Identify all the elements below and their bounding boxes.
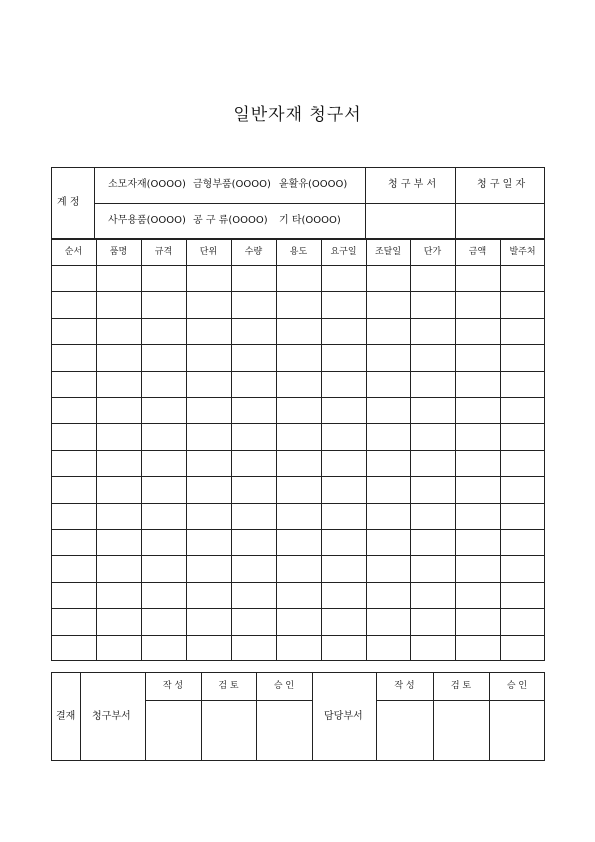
table-row[interactable] (51, 265, 545, 291)
table-row[interactable] (51, 291, 545, 317)
right-step-review: 검 토 (450, 681, 472, 691)
column-header: 요구일 (330, 247, 357, 257)
left-step-approve: 승 인 (273, 681, 295, 691)
left-step-review: 검 토 (218, 681, 239, 691)
table-row[interactable] (51, 582, 545, 608)
request-dept-label: 청 구 부 서 (388, 179, 437, 190)
column-header: 금액 (468, 247, 487, 257)
right-step-write: 작 성 (394, 681, 415, 691)
table-row[interactable] (51, 555, 545, 581)
left-step-write: 작 성 (162, 681, 184, 691)
table-row[interactable] (51, 450, 545, 476)
table-row[interactable] (51, 529, 545, 555)
category-other: 기 타(OOOO) (279, 215, 341, 226)
right-step-approve: 승 인 (506, 681, 528, 691)
column-header: 수량 (244, 247, 263, 257)
table-row[interactable] (51, 318, 545, 344)
column-header: 발주처 (509, 247, 536, 257)
column-header: 단가 (423, 247, 442, 257)
column-header: 순서 (64, 247, 83, 257)
approval-handling-dept: 담당부서 (324, 711, 363, 722)
table-row[interactable] (51, 476, 545, 502)
approval-label: 결재 (56, 711, 76, 722)
table-row[interactable] (51, 423, 545, 449)
column-header: 용도 (289, 247, 308, 257)
column-header: 단위 (199, 247, 218, 257)
table-row[interactable] (51, 503, 545, 529)
category-consumables: 소모자재(OOOO) (108, 179, 186, 190)
category-tools: 공 구 류(OOOO) (193, 215, 268, 226)
table-row[interactable] (51, 371, 545, 397)
table-row[interactable] (51, 344, 545, 370)
column-header: 조달일 (374, 247, 402, 257)
column-header: 품명 (109, 247, 128, 257)
account-label: 계 정 (57, 197, 80, 208)
category-lubricant: 윤활유(OOOO) (279, 179, 348, 190)
approval-request-dept: 청구부서 (92, 711, 131, 722)
table-row[interactable] (51, 635, 545, 661)
table-row[interactable] (51, 397, 545, 423)
category-mold-parts: 금형부품(OOOO) (193, 179, 271, 190)
document-title: 일반자재 청구서 (233, 105, 362, 125)
request-date-label: 청 구 일 자 (477, 179, 526, 190)
category-office-supplies: 사무용품(OOOO) (108, 215, 186, 226)
column-header: 규격 (154, 247, 173, 257)
table-row[interactable] (51, 608, 545, 634)
